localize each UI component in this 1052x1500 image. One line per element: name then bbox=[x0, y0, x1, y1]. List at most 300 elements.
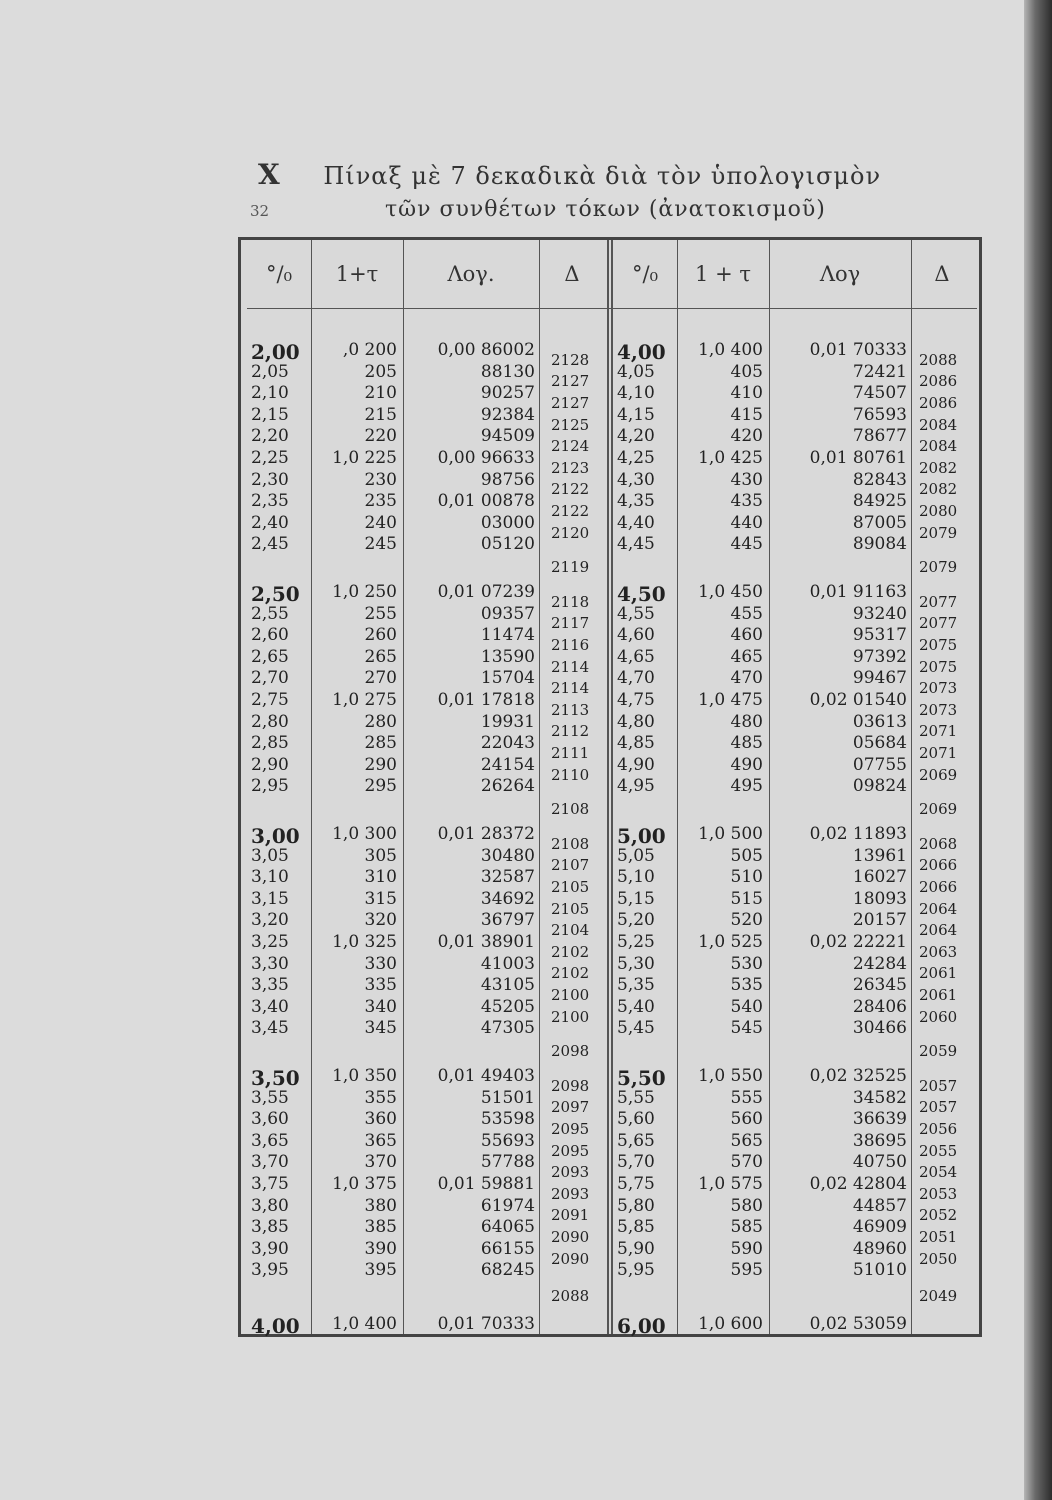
log-cell: 26264 bbox=[480, 776, 535, 797]
one-plus-r-cell: 490 bbox=[730, 754, 763, 775]
one-plus-r-cell: 1,0 550 bbox=[698, 1066, 763, 1086]
delta-cell: 2071 bbox=[919, 722, 958, 741]
log-cell: 88130 bbox=[480, 361, 535, 382]
log-cell: 0,02 53059 bbox=[809, 1314, 907, 1334]
percent-cell: 4,15 bbox=[617, 404, 655, 425]
one-plus-r-cell: 230 bbox=[364, 469, 397, 490]
one-plus-r-cell: 1,0 350 bbox=[332, 1066, 397, 1086]
one-plus-r-cell: 235 bbox=[364, 491, 397, 512]
percent-cell: 4,10 bbox=[617, 383, 655, 404]
delta-cell: 2069 bbox=[919, 800, 958, 819]
delta-cell: 2082 bbox=[919, 458, 958, 477]
percent-cell: 4,75 bbox=[617, 690, 655, 710]
delta-cell: 2093 bbox=[551, 1163, 590, 1182]
one-plus-r-cell: 510 bbox=[730, 867, 763, 888]
delta-cell: 2105 bbox=[551, 878, 590, 896]
percent-cell: 4,45 bbox=[617, 534, 655, 555]
log-cell: 38695 bbox=[852, 1130, 907, 1151]
delta-cell: 2073 bbox=[919, 700, 958, 719]
percent-cell: 5,50 bbox=[617, 1066, 666, 1090]
percent-cell: 3,95 bbox=[251, 1260, 289, 1281]
log-cell: 24284 bbox=[852, 953, 907, 974]
percent-cell: 2,60 bbox=[251, 625, 289, 646]
right-half-table bbox=[613, 240, 977, 1338]
delta-cell: 2098 bbox=[551, 1042, 590, 1061]
one-plus-r-cell: 1,0 450 bbox=[698, 582, 763, 602]
one-plus-r-cell: 390 bbox=[364, 1238, 397, 1259]
percent-cell: 5,25 bbox=[617, 932, 655, 952]
delta-cell: 2100 bbox=[551, 1007, 590, 1026]
one-plus-r-cell: 1,0 375 bbox=[332, 1174, 397, 1194]
column-rule bbox=[911, 240, 912, 1334]
log-cell: 72421 bbox=[852, 361, 907, 382]
log-cell: 57788 bbox=[480, 1152, 535, 1173]
col-header-percent: °/₀ bbox=[266, 262, 292, 286]
delta-cell: 2082 bbox=[919, 480, 958, 499]
percent-cell: 2,10 bbox=[251, 383, 289, 404]
percent-cell: 2,30 bbox=[251, 469, 289, 490]
percent-cell: 3,55 bbox=[251, 1087, 289, 1108]
delta-cell: 2108 bbox=[551, 834, 590, 853]
logarithm-table bbox=[238, 237, 982, 1337]
log-cell: 61974 bbox=[480, 1195, 535, 1216]
delta-cell: 2084 bbox=[919, 437, 958, 456]
delta-cell: 2057 bbox=[919, 1098, 958, 1117]
delta-cell: 2104 bbox=[551, 921, 590, 940]
log-cell: 51501 bbox=[480, 1087, 535, 1108]
percent-cell: 2,75 bbox=[251, 690, 289, 710]
percent-cell: 4,35 bbox=[617, 491, 655, 512]
log-cell: 95317 bbox=[852, 625, 907, 646]
log-cell: 09824 bbox=[852, 776, 907, 797]
log-cell: 0,01 07239 bbox=[437, 582, 535, 602]
log-cell: 66155 bbox=[480, 1238, 535, 1259]
one-plus-r-cell: 430 bbox=[730, 469, 763, 490]
delta-cell: 2125 bbox=[551, 415, 590, 434]
one-plus-r-cell: 270 bbox=[364, 668, 397, 689]
percent-cell: 4,95 bbox=[617, 776, 655, 797]
delta-cell: 2124 bbox=[551, 437, 590, 456]
delta-cell: 2077 bbox=[919, 592, 958, 611]
percent-cell: 2,55 bbox=[251, 603, 289, 624]
col-header-delta: Δ bbox=[934, 262, 950, 286]
percent-cell: 2,00 bbox=[251, 340, 300, 364]
percent-cell: 2,70 bbox=[251, 668, 289, 689]
delta-cell: 2120 bbox=[551, 523, 590, 542]
delta-cell: 2079 bbox=[919, 558, 958, 577]
log-cell: 51010 bbox=[852, 1260, 907, 1281]
log-cell: 22043 bbox=[480, 733, 535, 754]
one-plus-r-cell: 370 bbox=[364, 1152, 397, 1173]
percent-cell: 3,70 bbox=[251, 1152, 289, 1173]
one-plus-r-cell: 505 bbox=[730, 845, 763, 866]
column-rule bbox=[403, 240, 404, 1334]
delta-cell: 2114 bbox=[551, 657, 590, 676]
column-rule bbox=[769, 240, 770, 1334]
percent-cell: 3,80 bbox=[251, 1195, 289, 1216]
column-rule bbox=[539, 240, 540, 1334]
one-plus-r-cell: 1,0 275 bbox=[332, 690, 397, 710]
percent-cell: 4,25 bbox=[617, 448, 655, 468]
delta-cell: 2052 bbox=[919, 1206, 958, 1225]
delta-cell: 2127 bbox=[551, 372, 590, 391]
one-plus-r-cell: 320 bbox=[364, 910, 397, 931]
log-cell: 55693 bbox=[480, 1130, 535, 1151]
one-plus-r-cell: 215 bbox=[364, 404, 397, 425]
one-plus-r-cell: 1,0 500 bbox=[698, 824, 763, 844]
one-plus-r-cell: 495 bbox=[730, 776, 763, 797]
delta-cell: 2090 bbox=[551, 1228, 590, 1246]
log-cell: 34692 bbox=[480, 888, 535, 909]
log-cell: 93240 bbox=[852, 603, 907, 624]
percent-cell: 3,35 bbox=[251, 975, 289, 996]
delta-cell: 2061 bbox=[919, 986, 958, 1004]
percent-cell: 5,95 bbox=[617, 1260, 655, 1281]
percent-cell: 4,30 bbox=[617, 469, 655, 490]
one-plus-r-cell: 520 bbox=[730, 910, 763, 931]
one-plus-r-cell: 360 bbox=[364, 1109, 397, 1130]
delta-cell: 2119 bbox=[551, 558, 590, 577]
one-plus-r-cell: 535 bbox=[730, 975, 763, 996]
one-plus-r-cell: 1,0 525 bbox=[698, 932, 763, 952]
one-plus-r-cell: 1,0 225 bbox=[332, 448, 397, 468]
percent-cell: 4,90 bbox=[617, 754, 655, 775]
percent-cell: 2,35 bbox=[251, 491, 289, 512]
log-cell: 0,02 11893 bbox=[809, 824, 907, 844]
log-cell: 97392 bbox=[852, 646, 907, 667]
log-cell: 36797 bbox=[480, 910, 535, 931]
percent-cell: 4,05 bbox=[617, 361, 655, 382]
one-plus-r-cell: 410 bbox=[730, 383, 763, 404]
log-cell: 05684 bbox=[852, 733, 907, 754]
log-cell: 44857 bbox=[852, 1195, 907, 1216]
percent-cell: 4,50 bbox=[617, 582, 666, 606]
one-plus-r-cell: 355 bbox=[364, 1087, 397, 1108]
delta-cell: 2095 bbox=[551, 1141, 590, 1160]
delta-cell: 2059 bbox=[919, 1042, 958, 1061]
delta-cell: 2122 bbox=[551, 502, 590, 520]
one-plus-r-cell: 565 bbox=[730, 1130, 763, 1151]
log-cell: 98756 bbox=[480, 469, 535, 490]
percent-cell: 4,40 bbox=[617, 512, 655, 533]
delta-cell: 2055 bbox=[919, 1141, 958, 1160]
delta-cell: 2128 bbox=[551, 350, 590, 369]
percent-cell: 4,55 bbox=[617, 603, 655, 624]
log-cell: 24154 bbox=[480, 754, 535, 775]
delta-cell: 2098 bbox=[551, 1076, 590, 1095]
one-plus-r-cell: 245 bbox=[364, 534, 397, 555]
delta-cell: 2112 bbox=[551, 722, 590, 741]
one-plus-r-cell: 310 bbox=[364, 867, 397, 888]
one-plus-r-cell: 255 bbox=[364, 603, 397, 624]
one-plus-r-cell: 385 bbox=[364, 1217, 397, 1238]
delta-cell: 2100 bbox=[551, 986, 590, 1004]
percent-cell: 4,20 bbox=[617, 426, 655, 447]
one-plus-r-cell: ,0 200 bbox=[342, 340, 397, 360]
log-cell: 89084 bbox=[852, 534, 907, 555]
log-cell: 92384 bbox=[480, 404, 535, 425]
delta-cell: 2060 bbox=[919, 1007, 958, 1026]
one-plus-r-cell: 455 bbox=[730, 603, 763, 624]
delta-cell: 2095 bbox=[551, 1120, 590, 1138]
percent-cell: 4,00 bbox=[251, 1314, 300, 1338]
delta-cell: 2105 bbox=[551, 899, 590, 918]
percent-cell: 5,40 bbox=[617, 996, 655, 1017]
percent-cell: 3,10 bbox=[251, 867, 289, 888]
col-header-log: Λογ. bbox=[447, 262, 495, 286]
one-plus-r-cell: 380 bbox=[364, 1195, 397, 1216]
percent-cell: 2,20 bbox=[251, 426, 289, 447]
delta-cell: 2077 bbox=[919, 614, 958, 633]
log-cell: 0,00 96633 bbox=[437, 448, 535, 468]
percent-cell: 4,80 bbox=[617, 711, 655, 732]
delta-cell: 2051 bbox=[919, 1228, 958, 1246]
one-plus-r-cell: 545 bbox=[730, 1018, 763, 1039]
log-cell: 34582 bbox=[852, 1087, 907, 1108]
log-cell: 46909 bbox=[852, 1217, 907, 1238]
one-plus-r-cell: 440 bbox=[730, 512, 763, 533]
percent-cell: 4,85 bbox=[617, 733, 655, 754]
percent-cell: 2,80 bbox=[251, 711, 289, 732]
log-cell: 40750 bbox=[852, 1152, 907, 1173]
one-plus-r-cell: 210 bbox=[364, 383, 397, 404]
log-cell: 0,01 38901 bbox=[437, 932, 535, 952]
one-plus-r-cell: 340 bbox=[364, 996, 397, 1017]
table-number: X bbox=[258, 158, 281, 191]
one-plus-r-cell: 1,0 425 bbox=[698, 448, 763, 468]
one-plus-r-cell: 220 bbox=[364, 426, 397, 447]
delta-cell: 2086 bbox=[919, 394, 958, 412]
log-cell: 19931 bbox=[480, 711, 535, 732]
one-plus-r-cell: 560 bbox=[730, 1109, 763, 1130]
percent-cell: 4,65 bbox=[617, 646, 655, 667]
percent-cell: 2,15 bbox=[251, 404, 289, 425]
log-cell: 0,01 17818 bbox=[437, 690, 535, 710]
one-plus-r-cell: 335 bbox=[364, 975, 397, 996]
log-cell: 43105 bbox=[480, 975, 535, 996]
percent-cell: 5,65 bbox=[617, 1130, 655, 1151]
delta-cell: 2088 bbox=[551, 1287, 590, 1306]
log-cell: 36639 bbox=[852, 1109, 907, 1130]
one-plus-r-cell: 435 bbox=[730, 491, 763, 512]
delta-cell: 2093 bbox=[551, 1184, 590, 1203]
delta-cell: 2063 bbox=[919, 942, 958, 961]
delta-cell: 2080 bbox=[919, 502, 958, 520]
percent-cell: 5,75 bbox=[617, 1174, 655, 1194]
percent-cell: 2,45 bbox=[251, 534, 289, 555]
log-cell: 0,01 91163 bbox=[809, 582, 907, 602]
one-plus-r-cell: 260 bbox=[364, 625, 397, 646]
percent-cell: 5,90 bbox=[617, 1238, 655, 1259]
percent-cell: 3,25 bbox=[251, 932, 289, 952]
percent-cell: 3,85 bbox=[251, 1217, 289, 1238]
log-cell: 0,01 28372 bbox=[437, 824, 535, 844]
one-plus-r-cell: 465 bbox=[730, 646, 763, 667]
percent-cell: 5,35 bbox=[617, 975, 655, 996]
percent-cell: 5,70 bbox=[617, 1152, 655, 1173]
percent-cell: 4,60 bbox=[617, 625, 655, 646]
percent-cell: 3,75 bbox=[251, 1174, 289, 1194]
col-header-one-plus-r: 1+τ bbox=[335, 262, 379, 286]
one-plus-r-cell: 395 bbox=[364, 1260, 397, 1281]
one-plus-r-cell: 280 bbox=[364, 711, 397, 732]
log-cell: 0,02 01540 bbox=[809, 690, 907, 710]
log-cell: 90257 bbox=[480, 383, 535, 404]
one-plus-r-cell: 240 bbox=[364, 512, 397, 533]
delta-cell: 2053 bbox=[919, 1184, 958, 1203]
log-cell: 0,01 49403 bbox=[437, 1066, 535, 1086]
log-cell: 0,02 32525 bbox=[809, 1066, 907, 1086]
percent-cell: 2,65 bbox=[251, 646, 289, 667]
one-plus-r-cell: 415 bbox=[730, 404, 763, 425]
percent-cell: 5,05 bbox=[617, 845, 655, 866]
log-cell: 76593 bbox=[852, 404, 907, 425]
log-cell: 48960 bbox=[852, 1238, 907, 1259]
left-half-table bbox=[247, 240, 611, 1338]
delta-cell: 2079 bbox=[919, 523, 958, 542]
delta-cell: 2066 bbox=[919, 878, 958, 896]
log-cell: 16027 bbox=[852, 867, 907, 888]
book-spine-shadow bbox=[1024, 0, 1052, 1500]
log-cell: 0,00 86002 bbox=[437, 340, 535, 360]
log-cell: 26345 bbox=[852, 975, 907, 996]
one-plus-r-cell: 1,0 400 bbox=[332, 1314, 397, 1334]
delta-cell: 2116 bbox=[551, 636, 590, 654]
percent-cell: 2,90 bbox=[251, 754, 289, 775]
one-plus-r-cell: 295 bbox=[364, 776, 397, 797]
delta-cell: 2117 bbox=[551, 614, 590, 633]
header-rule bbox=[247, 308, 611, 309]
delta-cell: 2061 bbox=[919, 964, 958, 983]
percent-cell: 3,00 bbox=[251, 824, 300, 848]
one-plus-r-cell: 1,0 575 bbox=[698, 1174, 763, 1194]
log-cell: 41003 bbox=[480, 953, 535, 974]
one-plus-r-cell: 540 bbox=[730, 996, 763, 1017]
log-cell: 74507 bbox=[852, 383, 907, 404]
delta-cell: 2068 bbox=[919, 834, 958, 853]
log-cell: 47305 bbox=[480, 1018, 535, 1039]
delta-cell: 2097 bbox=[551, 1098, 590, 1117]
one-plus-r-cell: 515 bbox=[730, 888, 763, 909]
delta-cell: 2054 bbox=[919, 1163, 958, 1182]
percent-cell: 3,15 bbox=[251, 888, 289, 909]
log-cell: 11474 bbox=[480, 625, 535, 646]
one-plus-r-cell: 1,0 325 bbox=[332, 932, 397, 952]
delta-cell: 2069 bbox=[919, 765, 958, 784]
log-cell: 99467 bbox=[852, 668, 907, 689]
percent-cell: 3,20 bbox=[251, 910, 289, 931]
one-plus-r-cell: 485 bbox=[730, 733, 763, 754]
log-cell: 0,01 59881 bbox=[437, 1174, 535, 1194]
col-header-delta: Δ bbox=[564, 262, 580, 286]
percent-cell: 3,45 bbox=[251, 1018, 289, 1039]
one-plus-r-cell: 555 bbox=[730, 1087, 763, 1108]
one-plus-r-cell: 285 bbox=[364, 733, 397, 754]
percent-cell: 4,70 bbox=[617, 668, 655, 689]
one-plus-r-cell: 1,0 300 bbox=[332, 824, 397, 844]
one-plus-r-cell: 580 bbox=[730, 1195, 763, 1216]
log-cell: 32587 bbox=[480, 867, 535, 888]
percent-cell: 3,40 bbox=[251, 996, 289, 1017]
log-cell: 18093 bbox=[852, 888, 907, 909]
one-plus-r-cell: 290 bbox=[364, 754, 397, 775]
delta-cell: 2114 bbox=[551, 679, 590, 698]
delta-cell: 2091 bbox=[551, 1206, 590, 1225]
one-plus-r-cell: 1,0 400 bbox=[698, 340, 763, 360]
one-plus-r-cell: 595 bbox=[730, 1260, 763, 1281]
percent-cell: 3,05 bbox=[251, 845, 289, 866]
log-cell: 30480 bbox=[480, 845, 535, 866]
delta-cell: 2086 bbox=[919, 372, 958, 391]
one-plus-r-cell: 445 bbox=[730, 534, 763, 555]
percent-cell: 5,10 bbox=[617, 867, 655, 888]
percent-cell: 3,30 bbox=[251, 953, 289, 974]
percent-cell: 2,50 bbox=[251, 582, 300, 606]
log-cell: 07755 bbox=[852, 754, 907, 775]
table-title-line2: τῶν συνθέτων τόκων (ἀνατοκισμοῦ) bbox=[385, 197, 826, 222]
log-cell: 94509 bbox=[480, 426, 535, 447]
percent-cell: 3,50 bbox=[251, 1066, 300, 1090]
log-cell: 05120 bbox=[480, 534, 535, 555]
log-cell: 03613 bbox=[852, 711, 907, 732]
log-cell: 0,01 80761 bbox=[809, 448, 907, 468]
delta-cell: 2073 bbox=[919, 679, 958, 698]
delta-cell: 2090 bbox=[551, 1249, 590, 1268]
log-cell: 78677 bbox=[852, 426, 907, 447]
one-plus-r-cell: 1,0 475 bbox=[698, 690, 763, 710]
log-cell: 0,01 70333 bbox=[437, 1314, 535, 1334]
log-cell: 0,02 42804 bbox=[809, 1174, 907, 1194]
log-cell: 28406 bbox=[852, 996, 907, 1017]
delta-cell: 2075 bbox=[919, 636, 958, 654]
one-plus-r-cell: 420 bbox=[730, 426, 763, 447]
one-plus-r-cell: 365 bbox=[364, 1130, 397, 1151]
one-plus-r-cell: 345 bbox=[364, 1018, 397, 1039]
one-plus-r-cell: 460 bbox=[730, 625, 763, 646]
table-title-line1 bbox=[258, 158, 881, 191]
log-cell: 0,01 70333 bbox=[809, 340, 907, 360]
percent-cell: 4,00 bbox=[617, 340, 666, 364]
log-cell: 13961 bbox=[852, 845, 907, 866]
delta-cell: 2050 bbox=[919, 1249, 958, 1268]
one-plus-r-cell: 590 bbox=[730, 1238, 763, 1259]
log-cell: 64065 bbox=[480, 1217, 535, 1238]
one-plus-r-cell: 530 bbox=[730, 953, 763, 974]
percent-cell: 5,20 bbox=[617, 910, 655, 931]
delta-cell: 2057 bbox=[919, 1076, 958, 1095]
percent-cell: 5,60 bbox=[617, 1109, 655, 1130]
delta-cell: 2071 bbox=[919, 744, 958, 762]
percent-cell: 5,85 bbox=[617, 1217, 655, 1238]
delta-cell: 2075 bbox=[919, 657, 958, 676]
percent-cell: 2,05 bbox=[251, 361, 289, 382]
log-cell: 09357 bbox=[480, 603, 535, 624]
delta-cell: 2107 bbox=[551, 856, 590, 875]
delta-cell: 2122 bbox=[551, 480, 590, 499]
percent-cell: 5,15 bbox=[617, 888, 655, 909]
one-plus-r-cell: 470 bbox=[730, 668, 763, 689]
one-plus-r-cell: 585 bbox=[730, 1217, 763, 1238]
percent-cell: 5,30 bbox=[617, 953, 655, 974]
percent-cell: 3,90 bbox=[251, 1238, 289, 1259]
log-cell: 03000 bbox=[480, 512, 535, 533]
log-cell: 68245 bbox=[480, 1260, 535, 1281]
one-plus-r-cell: 330 bbox=[364, 953, 397, 974]
page-number: 32 bbox=[250, 202, 270, 220]
one-plus-r-cell: 305 bbox=[364, 845, 397, 866]
percent-cell: 2,25 bbox=[251, 448, 289, 468]
delta-cell: 2111 bbox=[551, 744, 590, 762]
